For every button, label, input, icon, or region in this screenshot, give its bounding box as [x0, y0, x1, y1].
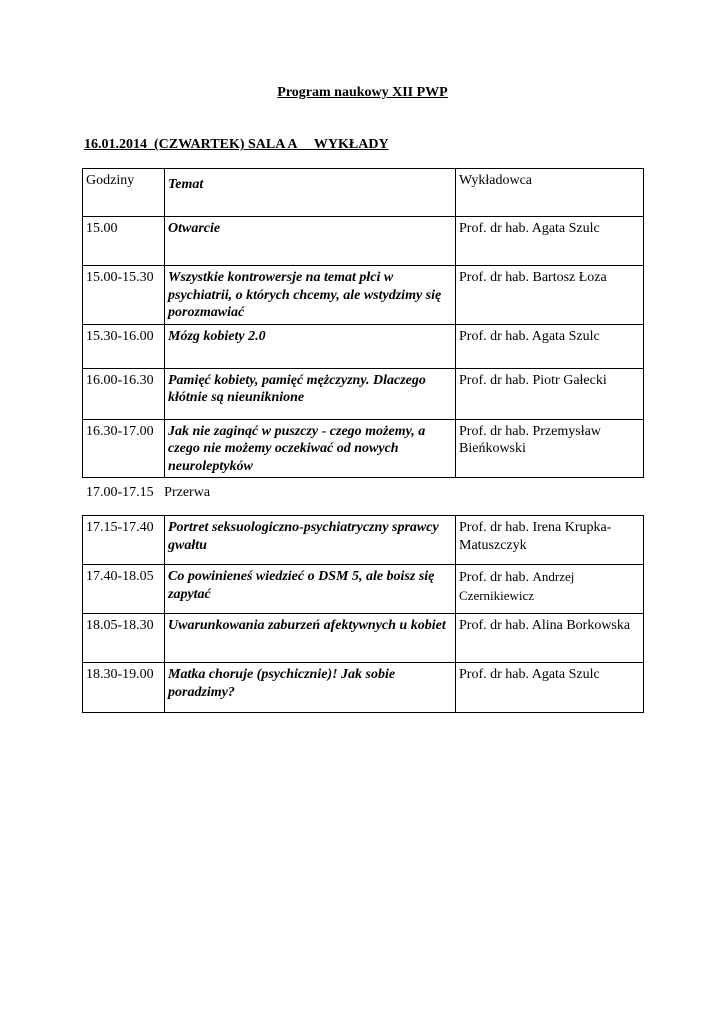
- break-time: 17.00-17.15: [86, 485, 154, 500]
- row-speaker: Prof. dr hab. Bartosz Łoza: [456, 266, 644, 325]
- row-time: 16.30-17.00: [83, 419, 165, 478]
- header-topic-label: Temat: [168, 177, 204, 192]
- table-row: [83, 419, 644, 478]
- table-row: [83, 663, 644, 713]
- row-speaker: Prof. dr hab. Piotr Gałecki: [456, 368, 644, 419]
- row-topic: Matka choruje (psychicznie)! Jak sobie poradzimy?: [165, 663, 456, 713]
- row-time: 15.00: [83, 217, 165, 266]
- row-speaker: Prof. dr hab. Agata Szulc: [456, 217, 644, 266]
- table-row: [83, 516, 644, 565]
- header-speaker: Wykładowca: [456, 169, 644, 217]
- row-topic: Mózg kobiety 2.0: [165, 324, 456, 368]
- table-row: [83, 324, 644, 368]
- row-speaker: Prof. dr hab. Przemysław Bieńkowski: [456, 419, 644, 478]
- row-topic: Otwarcie: [165, 217, 456, 266]
- table-row: [83, 266, 644, 325]
- header-time: Godziny: [83, 169, 165, 217]
- row-topic: Uwarunkowania zaburzeń afektywnych u kobiet: [165, 614, 456, 663]
- row-speaker: Prof. dr hab. Agata Szulc: [456, 663, 644, 713]
- page-title: Program naukowy XII PWP: [277, 85, 448, 100]
- speaker-name: Andrzej Czernikiewicz: [459, 569, 575, 603]
- row-speaker: [456, 565, 644, 614]
- row-time: 15.00-15.30: [83, 266, 165, 325]
- table-row: [83, 565, 644, 614]
- row-topic: Co powinieneś wiedzieć o DSM 5, ale boisz się zapytać: [165, 565, 456, 614]
- break-line: [86, 485, 210, 501]
- row-topic: Wszystkie kontrowersje na temat płci w psychiatrii, o których chcemy, ale wstydzimy się porozmawiać: [165, 266, 456, 325]
- schedule-table-2: [82, 515, 644, 713]
- break-label: Przerwa: [164, 485, 211, 500]
- row-time: 18.30-19.00: [83, 663, 165, 713]
- row-time: 15.30-16.00: [83, 324, 165, 368]
- table-row: [83, 614, 644, 663]
- row-topic: Pamięć kobiety, pamięć mężczyzny. Dlaczego kłótnie są nieuniknione: [165, 368, 456, 419]
- table-row: [83, 368, 644, 419]
- table-row: [83, 217, 644, 266]
- row-speaker: Prof. dr hab. Alina Borkowska: [456, 614, 644, 663]
- session-heading: 16.01.2014 (CZWARTEK) SALA A WYKŁADY: [84, 137, 389, 152]
- row-time: 18.05-18.30: [83, 614, 165, 663]
- speaker-prefix: Prof. dr hab.: [459, 570, 533, 585]
- table-header-row: [83, 169, 644, 217]
- row-time: 17.40-18.05: [83, 565, 165, 614]
- row-speaker: Prof. dr hab. Irena Krupka-Matuszczyk: [456, 516, 644, 565]
- row-topic: Jak nie zaginąć w puszczy - czego możemy, a czego nie możemy oczekiwać od nowych neuroleptyków: [165, 419, 456, 478]
- row-topic: Portret seksuologiczno-psychiatryczny sprawcy gwałtu: [165, 516, 456, 565]
- row-time: 16.00-16.30: [83, 368, 165, 419]
- header-topic: [165, 169, 456, 217]
- row-time: 17.15-17.40: [83, 516, 165, 565]
- schedule-table-1: [82, 168, 644, 478]
- row-speaker: Prof. dr hab. Agata Szulc: [456, 324, 644, 368]
